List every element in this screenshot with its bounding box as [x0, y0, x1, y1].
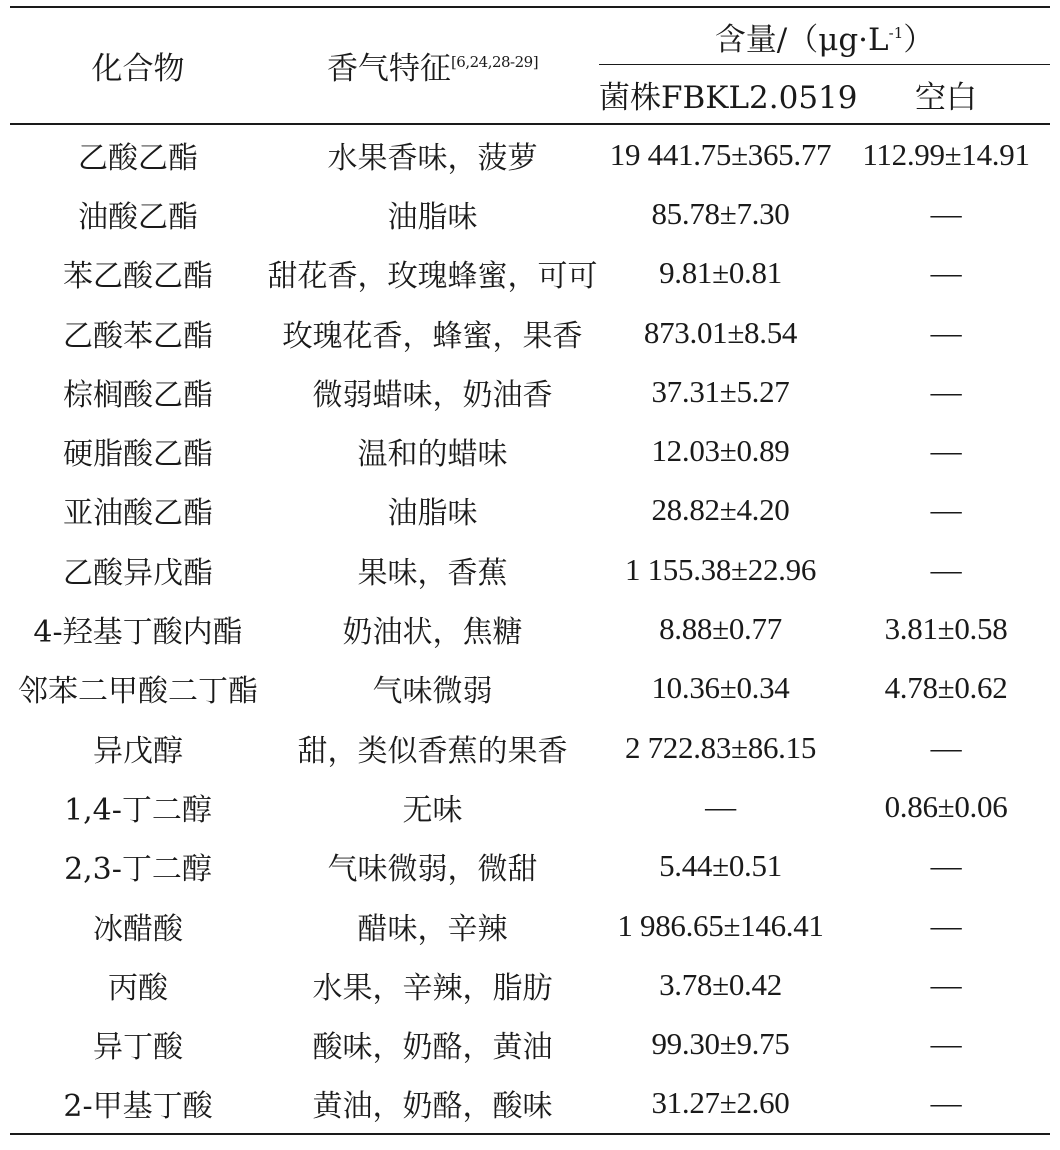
- table-row: [10, 244, 1050, 303]
- compound-cell: 油酸乙酯: [78, 199, 198, 235]
- header-compound: 化合物: [91, 51, 185, 87]
- blank-content-cell: —: [930, 848, 962, 884]
- header-aroma-label: 香气特征: [326, 51, 451, 87]
- strain-content-cell: 1 986.65±146.41: [617, 907, 824, 943]
- table-row: [10, 777, 1050, 836]
- blank-content-cell: —: [930, 195, 962, 231]
- aroma-cell: 酸味，奶酪，黄油: [312, 1030, 553, 1066]
- blank-content-cell: —: [930, 966, 962, 1002]
- table-row: [10, 1014, 1050, 1073]
- compound-cell: 硬脂酸乙酯: [63, 437, 213, 473]
- compound-cell: 亚油酸乙酯: [63, 496, 213, 532]
- blank-content-cell: —: [930, 314, 962, 350]
- strain-content-cell: 2 722.83±86.15: [624, 729, 817, 765]
- table-body: [10, 124, 1050, 1134]
- aroma-cell: 温和的蜡味: [357, 437, 508, 473]
- compound-cell: 1,4-丁二醇: [64, 792, 212, 828]
- compound-cell: 乙酸异戊酯: [63, 555, 213, 591]
- compound-cell: 苯乙酸乙酯: [63, 259, 213, 295]
- compound-cell: 异戊醇: [93, 733, 183, 769]
- aroma-cell: 黄油，奶酪，酸味: [266, 1074, 599, 1134]
- compound-cell: 乙酸苯乙酯: [63, 318, 213, 354]
- aroma-cell: 醋味，辛辣: [357, 911, 508, 947]
- compound-cell: 冰醋酸: [93, 911, 183, 947]
- header-strain: 菌株FBKL2.0519: [599, 65, 842, 125]
- table-row: [10, 837, 1050, 896]
- table-header: [10, 7, 1050, 124]
- compound-cell: 乙酸乙酯: [78, 140, 198, 176]
- aroma-cell: 甜，类似香蕉的果香: [297, 733, 568, 769]
- header-aroma-reference: [6,24,28-29]: [450, 53, 539, 71]
- blank-content-cell: —: [930, 492, 962, 528]
- table-row: [10, 955, 1050, 1014]
- blank-content-cell: —: [930, 907, 962, 943]
- table-row: [10, 599, 1050, 658]
- strain-content-cell: 5.44±0.51: [659, 848, 782, 884]
- aroma-cell: 气味微弱: [372, 674, 493, 710]
- header-content-prefix: 含量/（μg·L: [714, 21, 889, 58]
- header-content-exponent: -1: [888, 23, 904, 42]
- table-row: [10, 421, 1050, 480]
- strain-content-cell: 9.81±0.81: [659, 255, 782, 291]
- strain-content-cell: 8.88±0.77: [659, 611, 782, 647]
- blank-content-cell: —: [842, 1074, 1050, 1134]
- blank-content-cell: 3.81±0.58: [884, 611, 1008, 647]
- compound-cell: 棕榈酸乙酯: [63, 377, 213, 413]
- blank-content-cell: —: [930, 1026, 962, 1062]
- strain-content-cell: 28.82±4.20: [651, 492, 790, 528]
- header-aroma: [266, 7, 599, 124]
- blank-content-cell: 112.99±14.91: [862, 136, 1030, 172]
- blank-content-cell: —: [930, 255, 962, 291]
- table-row: [10, 481, 1050, 540]
- strain-content-cell: —: [705, 788, 736, 824]
- blank-content-cell: 4.78±0.62: [884, 670, 1008, 706]
- header-content-suffix: ）: [903, 21, 935, 58]
- aroma-cell: 奶油状，焦糖: [342, 615, 523, 651]
- compound-cell: 4-羟基丁酸内酯: [33, 615, 243, 651]
- header-content: [599, 7, 1050, 65]
- aroma-cell: 果味，香蕉: [357, 555, 508, 591]
- table-row: [10, 659, 1050, 718]
- strain-content-cell: 10.36±0.34: [651, 670, 790, 706]
- table-row: [10, 718, 1050, 777]
- aroma-cell: 水果香味，菠萝: [327, 140, 538, 176]
- blank-content-cell: 0.86±0.06: [884, 788, 1008, 824]
- compound-cell: 邻苯二甲酸二丁酯: [18, 674, 258, 710]
- aroma-compounds-table-container: [10, 6, 1050, 1135]
- aroma-cell: 气味微弱，微甜: [327, 852, 538, 888]
- aroma-cell: 甜花香，玫瑰蜂蜜，可可: [267, 259, 598, 295]
- table-row: [10, 184, 1050, 243]
- table-row: [10, 540, 1050, 599]
- compound-cell: 2,3-丁二醇: [64, 852, 212, 888]
- aroma-cell: 微弱蜡味，奶油香: [312, 377, 553, 413]
- table-row: [10, 1074, 1050, 1134]
- strain-content-cell: 85.78±7.30: [651, 195, 790, 231]
- strain-content-cell: 19 441.75±365.77: [609, 136, 832, 172]
- strain-content-cell: 99.30±9.75: [651, 1026, 790, 1062]
- table-row: [10, 362, 1050, 421]
- aroma-cell: 无味: [402, 792, 463, 828]
- compound-cell: 2-甲基丁酸: [10, 1074, 266, 1134]
- aroma-cell: 水果，辛辣，脂肪: [312, 970, 553, 1006]
- aroma-cell: 油脂味: [387, 496, 478, 532]
- table-row: [10, 124, 1050, 184]
- compound-cell: 异丁酸: [93, 1030, 183, 1066]
- blank-content-cell: —: [930, 551, 962, 587]
- strain-content-cell: 3.78±0.42: [659, 966, 782, 1002]
- strain-content-cell: 37.31±5.27: [651, 373, 790, 409]
- table-row: [10, 303, 1050, 362]
- compound-cell: 丙酸: [108, 970, 168, 1006]
- strain-content-cell: 12.03±0.89: [651, 433, 790, 469]
- blank-content-cell: —: [930, 433, 962, 469]
- blank-content-cell: —: [930, 729, 962, 765]
- aroma-cell: 油脂味: [387, 199, 478, 235]
- strain-content-cell: 1 155.38±22.96: [624, 551, 817, 587]
- strain-content-cell: 873.01±8.54: [643, 314, 798, 350]
- aroma-compounds-table: [10, 6, 1050, 1135]
- strain-content-cell: 31.27±2.60: [599, 1074, 842, 1134]
- header-blank: 空白: [842, 65, 1050, 125]
- table-row: [10, 896, 1050, 955]
- blank-content-cell: —: [930, 373, 962, 409]
- aroma-cell: 玫瑰花香，蜂蜜，果香: [282, 318, 583, 354]
